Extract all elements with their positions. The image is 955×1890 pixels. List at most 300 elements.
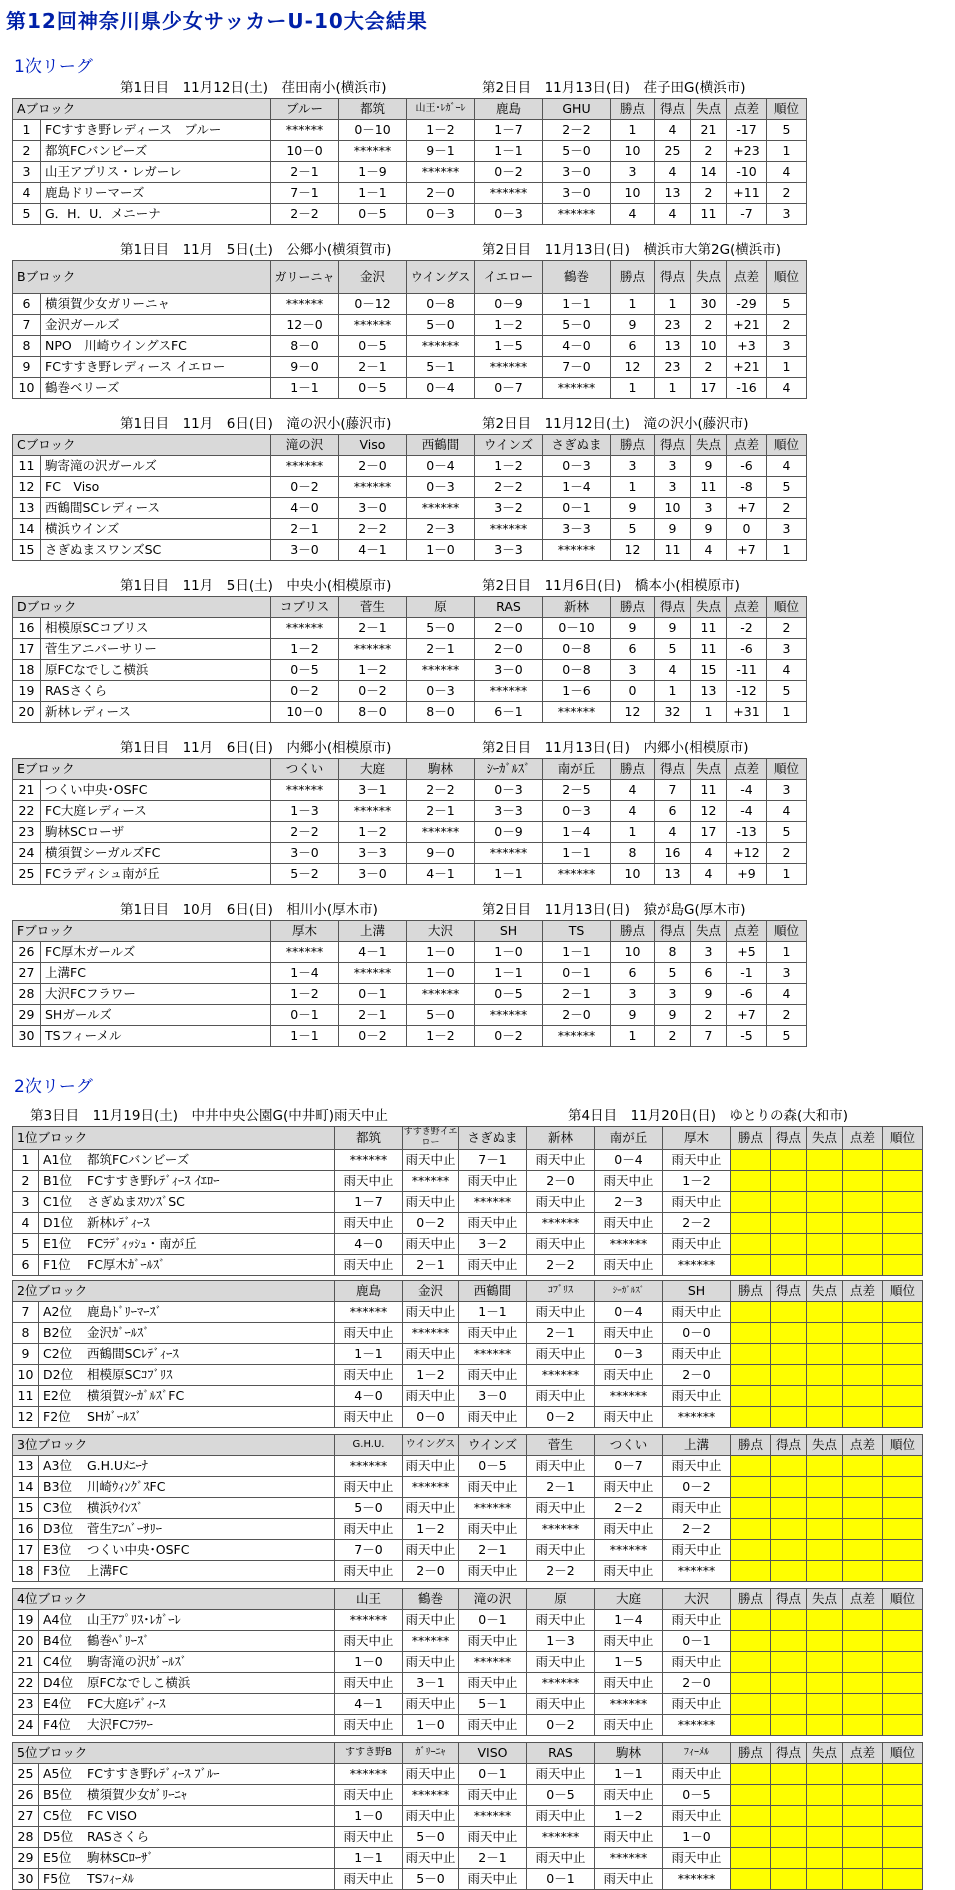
match-result: 0－2 [271, 477, 339, 498]
table-row [13, 801, 807, 822]
empty-stat-cell [807, 1365, 843, 1386]
empty-stat-cell [807, 1652, 843, 1673]
match-result: 雨天中止 [595, 1673, 663, 1694]
stat-value: 4 [767, 801, 807, 822]
empty-stat-cell [731, 1456, 771, 1477]
match-result: 雨天中止 [595, 1561, 663, 1582]
empty-stat-cell [771, 1365, 807, 1386]
team-name: 鹿島ﾄﾞﾘｰﾏｰｽﾞ [87, 1304, 163, 1319]
stat-value: 6 [691, 963, 727, 984]
stat-value: 2 [767, 843, 807, 864]
team-name: 横須賀ｼｰｶﾞﾙｽﾞFC [87, 1388, 185, 1403]
team-cell [39, 1673, 335, 1694]
match-result: ****** [403, 1477, 459, 1498]
match-result: 雨天中止 [595, 1715, 663, 1736]
match-result: 1－1 [271, 1026, 339, 1047]
stat-value: -6 [727, 984, 767, 1005]
empty-stat-cell [731, 1386, 771, 1407]
empty-stat-cell [843, 1407, 883, 1428]
match-result: 3－0 [271, 540, 339, 561]
stat-value: 9 [691, 456, 727, 477]
stat-value: 4 [691, 864, 727, 885]
day-schedule-header [12, 76, 932, 96]
stat-value: 4 [691, 540, 727, 561]
match-result: ****** [595, 1848, 663, 1869]
opponent-header: ウインズ [459, 1435, 527, 1456]
block-name: Dブロック [13, 597, 271, 618]
match-result: 1－0 [335, 1652, 403, 1673]
match-result: 3－0 [543, 162, 611, 183]
stat-value: 10 [611, 942, 655, 963]
empty-stat-cell [731, 1540, 771, 1561]
table-row [13, 294, 807, 315]
match-result: 1－2 [407, 120, 475, 141]
empty-stat-cell [807, 1302, 843, 1323]
table-row [13, 519, 807, 540]
team-name: FCすすき野ﾚﾃﾞｨｰｽ ｲｴﾛｰ [87, 1173, 220, 1188]
stat-value: 5 [655, 963, 691, 984]
team-name: FC厚木ガールズ [41, 942, 271, 963]
match-result: 雨天中止 [403, 1694, 459, 1715]
stat-value: 2 [767, 1005, 807, 1026]
empty-stat-cell [883, 1785, 923, 1806]
stat-value: 2 [691, 183, 727, 204]
opponent-header: 西鶴間 [459, 1281, 527, 1302]
empty-stat-cell [807, 1785, 843, 1806]
team-name: 山王アプリス・レガーレ [41, 162, 271, 183]
match-result: 雨天中止 [663, 1610, 731, 1631]
empty-stat-cell [843, 1323, 883, 1344]
stat-value: 6 [611, 963, 655, 984]
stat-value: 9 [655, 519, 691, 540]
stat-value: +21 [727, 315, 767, 336]
match-result: 0－2 [663, 1477, 731, 1498]
stat-value: 11 [691, 639, 727, 660]
table-row [13, 681, 807, 702]
match-result: 雨天中止 [527, 1764, 595, 1785]
stat-header: 得点 [655, 597, 691, 618]
opponent-header: ウインズ [475, 435, 543, 456]
match-result: ****** [663, 1715, 731, 1736]
table-row [13, 1302, 923, 1323]
stat-value: 3 [691, 942, 727, 963]
match-result: 雨天中止 [663, 1386, 731, 1407]
match-result: 0－5 [663, 1785, 731, 1806]
team-cell [39, 1456, 335, 1477]
stat-value: +7 [727, 540, 767, 561]
match-result: 雨天中止 [663, 1848, 731, 1869]
match-result: ****** [407, 498, 475, 519]
empty-stat-cell [883, 1407, 923, 1428]
match-result: ****** [335, 1456, 403, 1477]
match-result: 雨天中止 [335, 1561, 403, 1582]
match-result: 0－4 [407, 456, 475, 477]
match-result: 0－1 [663, 1631, 731, 1652]
team-name: 横須賀少女ガリーニャ [41, 294, 271, 315]
empty-stat-cell [807, 1869, 843, 1890]
match-result: 雨天中止 [335, 1715, 403, 1736]
stat-value: 1 [611, 120, 655, 141]
stat-value: 9 [691, 984, 727, 1005]
match-result: 雨天中止 [335, 1477, 403, 1498]
stat-value: -6 [727, 456, 767, 477]
team-cell [39, 1540, 335, 1561]
match-result: 雨天中止 [335, 1407, 403, 1428]
seed-label: F5位 [43, 1871, 71, 1886]
empty-stat-cell [843, 1213, 883, 1234]
match-result: 1－0 [475, 942, 543, 963]
opponent-header: 大庭 [339, 759, 407, 780]
match-result: 2－5 [543, 780, 611, 801]
empty-stat-cell [883, 1540, 923, 1561]
opponent-header: 鶴巻 [543, 261, 611, 294]
empty-stat-cell [771, 1344, 807, 1365]
match-result: 雨天中止 [459, 1715, 527, 1736]
row-number: 23 [13, 822, 41, 843]
block-name: 3位ブロック [13, 1435, 335, 1456]
match-result: 1－2 [339, 822, 407, 843]
stat-value: 17 [691, 378, 727, 399]
row-number: 26 [13, 942, 41, 963]
stat-header: 失点 [807, 1127, 843, 1150]
stat-value: 9 [655, 1005, 691, 1026]
match-result: ****** [403, 1785, 459, 1806]
table-row [13, 1806, 923, 1827]
match-result: 3－2 [459, 1234, 527, 1255]
stat-value: 3 [767, 519, 807, 540]
stat-header: 順位 [767, 435, 807, 456]
match-result: 雨天中止 [595, 1869, 663, 1890]
team-name: NPO 川崎ウイングスFC [41, 336, 271, 357]
empty-stat-cell [807, 1234, 843, 1255]
stat-value: 1 [767, 141, 807, 162]
match-result: 2－1 [407, 639, 475, 660]
stat-value: +3 [727, 336, 767, 357]
table-row [13, 1540, 923, 1561]
seed-label: E1位 [43, 1236, 72, 1251]
empty-stat-cell [731, 1150, 771, 1171]
match-result: ****** [595, 1386, 663, 1407]
stat-value: 10 [655, 498, 691, 519]
table-row [13, 1631, 923, 1652]
match-result: 雨天中止 [527, 1456, 595, 1477]
match-result: 2－2 [475, 477, 543, 498]
empty-stat-cell [883, 1652, 923, 1673]
block-table [12, 1742, 923, 1890]
team-cell [39, 1407, 335, 1428]
match-result: ****** [403, 1631, 459, 1652]
match-result: 雨天中止 [663, 1540, 731, 1561]
match-result: 雨天中止 [663, 1694, 731, 1715]
empty-stat-cell [731, 1694, 771, 1715]
match-result: 雨天中止 [403, 1806, 459, 1827]
match-result: ****** [459, 1344, 527, 1365]
stat-value: 7 [691, 1026, 727, 1047]
match-result: 2－1 [527, 1323, 595, 1344]
match-result: 7－1 [459, 1150, 527, 1171]
match-result: 0－12 [339, 294, 407, 315]
empty-stat-cell [843, 1561, 883, 1582]
empty-stat-cell [843, 1673, 883, 1694]
opponent-header: 山王･ﾚｶﾞｰﾚ [407, 99, 475, 120]
match-result: 雨天中止 [403, 1848, 459, 1869]
team-name: RASさくら [41, 681, 271, 702]
match-result: 雨天中止 [663, 1302, 731, 1323]
team-name: 上溝FC [41, 963, 271, 984]
empty-stat-cell [807, 1694, 843, 1715]
match-result: 1－1 [543, 294, 611, 315]
stat-value: 12 [691, 801, 727, 822]
empty-stat-cell [807, 1255, 843, 1276]
match-result: ****** [271, 618, 339, 639]
table-row [13, 1827, 923, 1848]
match-result: 3－3 [475, 540, 543, 561]
table-row [13, 1785, 923, 1806]
match-result: 1－5 [475, 336, 543, 357]
empty-stat-cell [731, 1848, 771, 1869]
stat-value: 11 [691, 204, 727, 225]
empty-stat-cell [883, 1386, 923, 1407]
table-row [13, 1213, 923, 1234]
match-result: 3－1 [339, 780, 407, 801]
stat-value: 6 [611, 336, 655, 357]
row-number: 20 [13, 1631, 39, 1652]
row-number: 27 [13, 1806, 39, 1827]
match-result: 雨天中止 [527, 1540, 595, 1561]
opponent-header: さぎぬま [543, 435, 611, 456]
match-result: 0－2 [339, 1026, 407, 1047]
empty-stat-cell [843, 1764, 883, 1785]
stat-value: 1 [655, 378, 691, 399]
stat-value: -4 [727, 801, 767, 822]
stat-value: 5 [655, 639, 691, 660]
team-cell [39, 1869, 335, 1890]
team-name: 横浜ｳｲﾝｽﾞ [87, 1500, 144, 1515]
match-result: ****** [403, 1323, 459, 1344]
match-result: 0－8 [543, 639, 611, 660]
table-row [13, 942, 807, 963]
stat-header: 勝点 [611, 261, 655, 294]
match-result: 2－2 [543, 120, 611, 141]
match-result: 5－1 [407, 357, 475, 378]
stat-header: 順位 [883, 1127, 923, 1150]
match-result: 0－9 [475, 294, 543, 315]
team-cell [39, 1519, 335, 1540]
empty-stat-cell [771, 1302, 807, 1323]
match-result: ****** [407, 162, 475, 183]
match-result: 雨天中止 [595, 1171, 663, 1192]
opponent-header: 厚木 [271, 921, 339, 942]
team-name: 鹿島ドリーマーズ [41, 183, 271, 204]
empty-stat-cell [843, 1255, 883, 1276]
stat-header: 点差 [727, 921, 767, 942]
row-number: 9 [13, 1344, 39, 1365]
team-name: 駒寄滝の沢ｶﾞｰﾙｽﾞ [87, 1654, 188, 1669]
match-result: 0－1 [543, 963, 611, 984]
table-row [13, 1477, 923, 1498]
match-result: 0－4 [595, 1302, 663, 1323]
match-result: 10－0 [271, 702, 339, 723]
seed-label: A4位 [43, 1612, 73, 1627]
match-result: 2－0 [663, 1673, 731, 1694]
empty-stat-cell [883, 1365, 923, 1386]
seed-label: B2位 [43, 1325, 73, 1340]
match-result: 1－3 [271, 801, 339, 822]
match-result: 雨天中止 [663, 1806, 731, 1827]
table-row [13, 1715, 923, 1736]
empty-stat-cell [843, 1785, 883, 1806]
match-result: 0－3 [595, 1344, 663, 1365]
match-result: 0－3 [543, 801, 611, 822]
opponent-header: 菅生 [339, 597, 407, 618]
stat-value: -12 [727, 681, 767, 702]
match-result: 雨天中止 [335, 1631, 403, 1652]
block-name: 5位ブロック [13, 1743, 335, 1764]
table-row [13, 1150, 923, 1171]
stat-value: 6 [611, 639, 655, 660]
stat-value: 1 [767, 702, 807, 723]
empty-stat-cell [731, 1302, 771, 1323]
match-result: 5－2 [271, 864, 339, 885]
stat-header: 点差 [843, 1281, 883, 1302]
match-result: 2－2 [407, 780, 475, 801]
match-result: 0－3 [475, 780, 543, 801]
row-number: 29 [13, 1848, 39, 1869]
match-result: 1－3 [527, 1631, 595, 1652]
match-result: 0－9 [475, 822, 543, 843]
stat-value: -8 [727, 477, 767, 498]
team-name: 相模原SCコブリス [41, 618, 271, 639]
match-result: 2－0 [527, 1171, 595, 1192]
row-number: 16 [13, 618, 41, 639]
stat-value: 13 [655, 336, 691, 357]
row-number: 13 [13, 1456, 39, 1477]
row-number: 6 [13, 294, 41, 315]
stat-header: 失点 [691, 759, 727, 780]
table-row [13, 1673, 923, 1694]
table-row [13, 498, 807, 519]
opponent-header: 原 [407, 597, 475, 618]
opponent-header: ガリーニャ [271, 261, 339, 294]
row-number: 10 [13, 378, 41, 399]
opponent-header: つくい [271, 759, 339, 780]
empty-stat-cell [731, 1344, 771, 1365]
opponent-header: 大沢 [663, 1589, 731, 1610]
stat-value: 7 [655, 780, 691, 801]
match-result: 1－1 [475, 963, 543, 984]
match-result: 雨天中止 [459, 1477, 527, 1498]
empty-stat-cell [883, 1694, 923, 1715]
empty-stat-cell [771, 1477, 807, 1498]
stat-header: 点差 [727, 99, 767, 120]
empty-stat-cell [771, 1673, 807, 1694]
empty-stat-cell [883, 1477, 923, 1498]
opponent-header: ｺﾌﾞﾘｽ [527, 1281, 595, 1302]
match-result: ****** [543, 864, 611, 885]
row-number: 18 [13, 1561, 39, 1582]
match-result: 雨天中止 [335, 1785, 403, 1806]
opponent-header: イエロー [475, 261, 543, 294]
match-result: 雨天中止 [403, 1302, 459, 1323]
empty-stat-cell [771, 1652, 807, 1673]
team-cell [39, 1498, 335, 1519]
team-name: 都筑FCバンビーズ [87, 1152, 190, 1167]
stat-value: 10 [691, 336, 727, 357]
team-name: 山王ｱﾌﾟﾘｽ･ﾚｶﾞｰﾚ [87, 1612, 181, 1627]
opponent-header: 南が丘 [595, 1127, 663, 1150]
match-result: 7－0 [543, 357, 611, 378]
empty-stat-cell [843, 1171, 883, 1192]
match-result: 0－5 [339, 378, 407, 399]
match-result: 0－1 [459, 1610, 527, 1631]
match-result: 2－0 [475, 639, 543, 660]
empty-stat-cell [883, 1610, 923, 1631]
day2-label: 第2日目 11月13日(日) 横浜市大第2G(横浜市) [482, 242, 782, 258]
team-cell [39, 1694, 335, 1715]
match-result: 1－1 [339, 183, 407, 204]
row-number: 28 [13, 984, 41, 1005]
stat-value: 5 [767, 477, 807, 498]
day4-label: 第4日目 11月20日(日) ゆとりの森(大和市) [568, 1108, 849, 1124]
stat-value: 5 [767, 1026, 807, 1047]
team-name: 鶴巻ﾍﾞﾘｰｽﾞ [87, 1633, 150, 1648]
empty-stat-cell [771, 1323, 807, 1344]
empty-stat-cell [843, 1540, 883, 1561]
empty-stat-cell [731, 1827, 771, 1848]
table-row [13, 1610, 923, 1631]
stat-value: 8 [611, 843, 655, 864]
stat-value: 2 [691, 141, 727, 162]
row-number: 29 [13, 1005, 41, 1026]
stat-value: 2 [691, 315, 727, 336]
row-number: 24 [13, 1715, 39, 1736]
empty-stat-cell [843, 1234, 883, 1255]
empty-stat-cell [883, 1498, 923, 1519]
match-result: 雨天中止 [403, 1456, 459, 1477]
block-header-row [13, 1743, 923, 1764]
opponent-header: 上溝 [339, 921, 407, 942]
empty-stat-cell [843, 1386, 883, 1407]
match-result: 0－2 [271, 681, 339, 702]
match-result: 3－3 [339, 843, 407, 864]
match-result: 9－1 [407, 141, 475, 162]
row-number: 1 [13, 1150, 39, 1171]
match-result: 0－2 [403, 1213, 459, 1234]
team-name: 金沢ｶﾞｰﾙｽﾞ [87, 1325, 150, 1340]
empty-stat-cell [807, 1150, 843, 1171]
match-result: 1－2 [407, 1026, 475, 1047]
match-result: 1－1 [335, 1848, 403, 1869]
stat-value: +7 [727, 498, 767, 519]
match-result: ****** [527, 1827, 595, 1848]
empty-stat-cell [883, 1715, 923, 1736]
match-result: 雨天中止 [335, 1673, 403, 1694]
block-name: Fブロック [13, 921, 271, 942]
block-table [12, 1280, 923, 1428]
match-result: 雨天中止 [527, 1192, 595, 1213]
stat-value: 25 [655, 141, 691, 162]
empty-stat-cell [771, 1561, 807, 1582]
match-result: ****** [271, 942, 339, 963]
stat-value: 4 [611, 204, 655, 225]
opponent-header: RAS [527, 1743, 595, 1764]
match-result: 雨天中止 [663, 1652, 731, 1673]
match-result: 1－1 [271, 378, 339, 399]
match-result: 2－1 [403, 1255, 459, 1276]
empty-stat-cell [771, 1234, 807, 1255]
empty-stat-cell [807, 1806, 843, 1827]
stat-value: 1 [655, 294, 691, 315]
